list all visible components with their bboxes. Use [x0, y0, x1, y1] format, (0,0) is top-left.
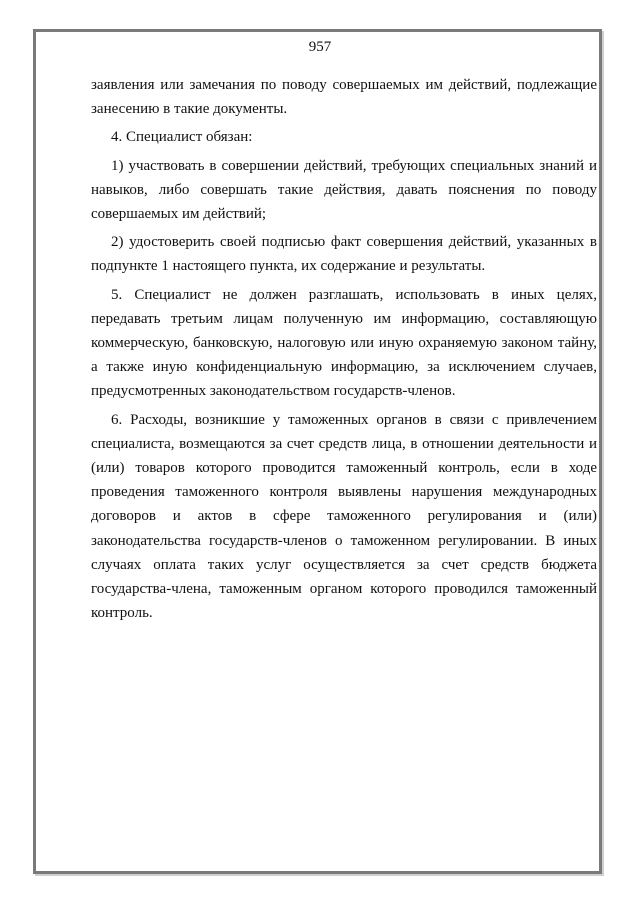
paragraph-subitem-1: 1) участвовать в совершении действий, требующих специальных знаний и навыков, либо совершать такие действия, давать пояснения по поводу совершаемых им действий; — [91, 157, 597, 223]
paragraph-item-4: 4. Специалист обязан: — [111, 129, 253, 146]
paragraph-continuation: заявления или замечания по поводу совершаемых им действий, подлежащие занесению в такие документы. — [91, 77, 597, 118]
paragraph-item-6: 6. Расходы, возникшие у таможенных органов в связи с привлечением специалиста, возмещаются за счет средств лица, в отношении деятельности и (или) товаров которого проводится таможенный контроль, если в ходе проведения таможенного контроля выявлены нарушения международных договоров и актов в сфере таможенного регулирования и (или) законодательства государств-членов о таможенном регулировании. В иных случаях оплата таких услуг осуществляется за счет средств бюджета государства-члена, таможенным органом которого проводился таможенный контроль. — [91, 411, 597, 622]
paragraph-subitem-2: 2) удостоверить своей подписью факт совершения действий, указанных в подпункте 1 настоящего пункта, их содержание и результаты. — [91, 234, 597, 275]
page-number: 957 — [308, 39, 332, 55]
document-body — [91, 73, 597, 629]
paragraph-item-5: 5. Специалист не должен разглашать, использовать в иных целях, передавать третьим лицам полученную им информацию, составляющую коммерческую, банковскую, налоговую или иную охраняемую законом тайну, а также иную конфиденциальную информацию, за исключением случаев, предусмотренных законодательством государств-членов. — [91, 286, 597, 400]
